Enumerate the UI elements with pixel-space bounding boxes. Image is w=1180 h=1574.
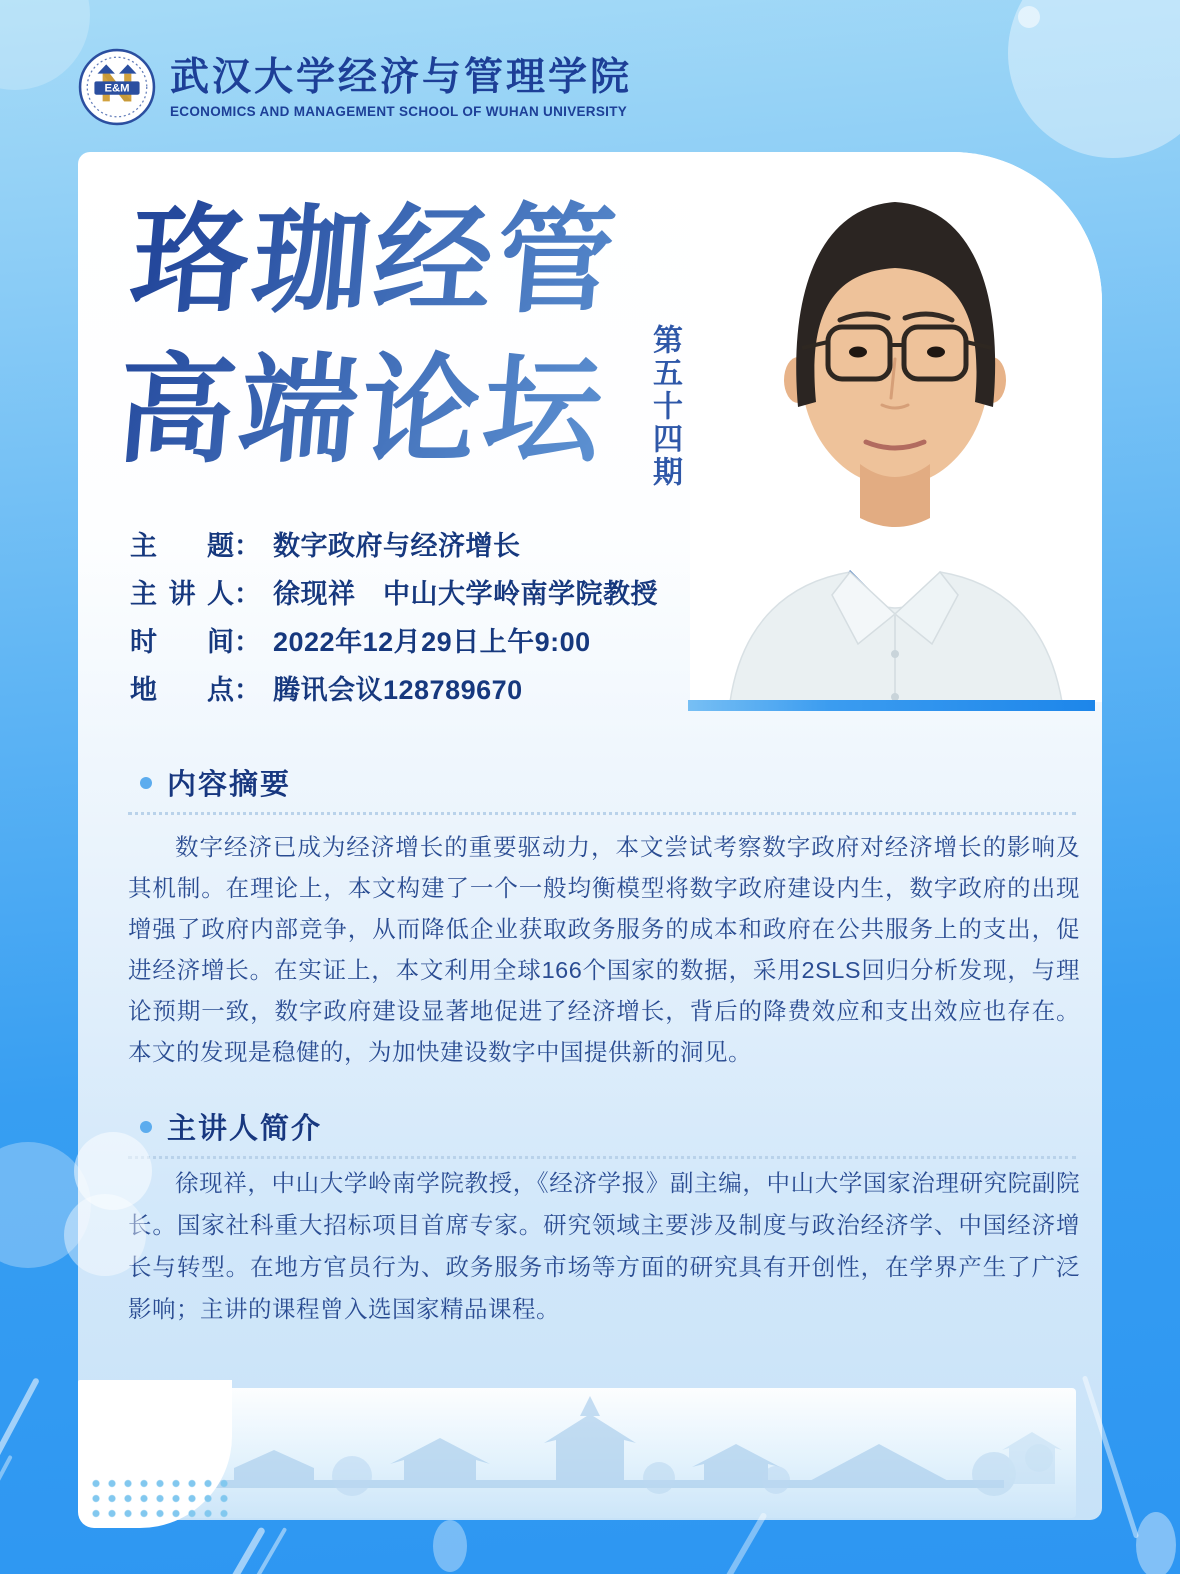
speaker-portrait-illustration <box>690 152 1102 702</box>
eye-right <box>927 347 945 358</box>
school-name-en: ECONOMICS AND MANAGEMENT SCHOOL OF WUHAN UNIVERSITY <box>170 103 628 119</box>
info-colon: ： <box>234 675 261 705</box>
info-label: 主 题 <box>130 531 234 561</box>
event-info <box>130 531 658 723</box>
school-header <box>78 48 632 126</box>
info-row-time <box>130 627 658 658</box>
bullet-dot-icon <box>140 1121 152 1133</box>
issue-number: 第五十四期 <box>648 324 681 489</box>
decor-slash-line <box>253 1527 287 1574</box>
info-colon: ： <box>234 579 261 609</box>
poster-title <box>111 186 625 486</box>
photo-accent-bar <box>688 700 1095 711</box>
campus-buildings-illustration <box>104 1388 1076 1518</box>
eye-left <box>849 347 867 358</box>
bullet-dot-icon <box>140 777 152 789</box>
title-line-1: 珞珈经管 <box>124 195 625 327</box>
info-row-venue <box>130 675 658 706</box>
info-value: 徐现祥 中山大学岭南学院教授 <box>273 579 658 609</box>
info-label: 时 间 <box>130 627 234 657</box>
decor-slash-line <box>722 1512 767 1574</box>
bio-text: 徐现祥，中山大学岭南学院教授，《经济学报》副主编，中山大学国家治理研究院副院长。国家社科重大招标项目首席专家。研究领域主要涉及制度与政治经济学、中国经济增长与转型。在地方官员行为、政务服务市场等方面的研究具有开创性，在学界产生了广泛影响；主讲的课程曾入选国家精品课程。 <box>128 1170 1080 1322</box>
decor-slash-line <box>229 1526 266 1574</box>
decor-circle-top-right <box>1008 0 1180 158</box>
title-line-2: 高端论坛 <box>111 345 612 477</box>
school-name-block <box>170 56 632 119</box>
decor-slash-line <box>0 1455 13 1513</box>
halftone-dots-pattern <box>88 1476 228 1524</box>
speaker-photo <box>690 152 1102 702</box>
info-colon: ： <box>234 531 261 561</box>
abstract-text: 数字经济已成为经济增长的重要驱动力，本文尝试考察数字政府对经济增长的影响及其机制。在理论上，本文构建了一个一般均衡模型将数字政府建设内生，数字政府的出现增强了政府内部竞争，从而降低企业获取政务服务的成本和政府在公共服务上的支出，促进经济增长。在实证上，本文利用全球166个国家的数据，采用2SLS回归分析发现，与理论预期一致，数字政府建设显著地促进了经济增长，背后的降费效应和支出效应也存在。本文的发现是稳健的，为加快建设数字中国提供新的洞见。 <box>128 834 1080 1065</box>
info-value: 腾讯会议128789670 <box>273 675 523 705</box>
info-label: 地 点 <box>130 675 234 705</box>
abstract-heading: 内容摘要 <box>167 769 292 801</box>
info-value: 2022年12月29日上午9:00 <box>273 627 591 657</box>
bio-section-header <box>140 1106 322 1147</box>
decor-ellipse-bottom-2 <box>1136 1512 1176 1574</box>
dotted-divider <box>128 1156 1076 1159</box>
bio-heading: 主讲人简介 <box>167 1113 323 1145</box>
decor-slash-line <box>0 1377 40 1479</box>
decor-circle-top-left <box>0 0 90 90</box>
info-value: 数字政府与经济增长 <box>273 531 521 561</box>
decor-dot-top-right <box>1018 6 1040 28</box>
info-row-speaker <box>130 579 658 610</box>
seal-emblem-text: E&M <box>104 82 130 95</box>
school-name-cn: 武汉大学经济与管理学院 <box>170 55 633 99</box>
button-1 <box>891 650 899 658</box>
school-seal-icon <box>78 48 156 126</box>
campus-watermark <box>104 1388 1076 1518</box>
dotted-divider <box>128 812 1076 815</box>
info-label: 主 讲 人 <box>130 579 234 609</box>
abstract-section-header <box>140 762 291 803</box>
decor-leaf-shape <box>78 1380 232 1528</box>
decor-ellipse-bottom-1 <box>433 1520 467 1572</box>
info-colon: ： <box>234 627 261 657</box>
info-row-topic <box>130 531 658 562</box>
